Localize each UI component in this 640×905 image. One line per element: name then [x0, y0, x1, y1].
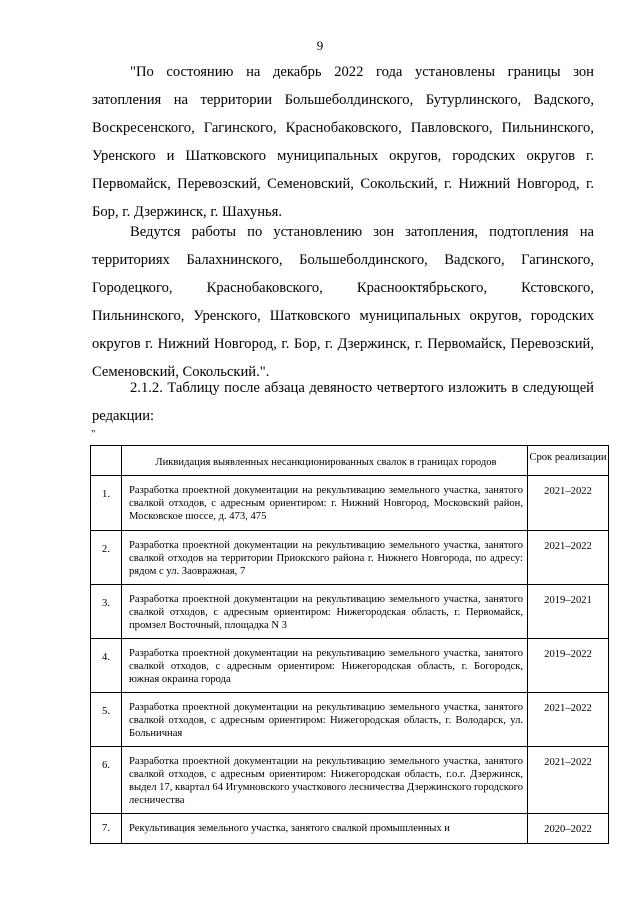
row-term: 2020–2022: [528, 814, 609, 844]
row-description: Разработка проектной документации на рекультивацию земельного участка, занятого свалкой отходов, с адресным ориентиром: Нижегородская область, г. Первомайск, промзел Восточный, площадка N 3: [122, 585, 528, 639]
table-row: [91, 693, 609, 747]
table-row: [91, 747, 609, 814]
row-number: 4.: [91, 639, 122, 693]
header-description-cell: Ликвидация выявленных несанкционированных свалок в границах городов: [122, 446, 528, 476]
row-description: Разработка проектной документации на рекультивацию земельного участка, занятого свалкой отходов, с адресным ориентиром: г. Нижний Новгород, Московский район, Московское шоссе, д. 473, 475: [122, 476, 528, 531]
row-description: Рекультивация земельного участка, занятого свалкой промышленных и: [122, 814, 528, 844]
row-term: 2021–2022: [528, 476, 609, 531]
row-number: 5.: [91, 693, 122, 747]
row-description: Разработка проектной документации на рекультивацию земельного участка, занятого свалкой отходов, с адресным ориентиром: Нижегородская область, г.о.г. Дзержинск, выдел 17, квартал 64 Игумновского участкового лесничества Дзержинского городского лесничества: [122, 747, 528, 814]
row-number: 7.: [91, 814, 122, 844]
paragraph-table-amendment: 2.1.2. Таблицу после абзаца девяносто четвертого изложить в следующей редакции:: [92, 380, 594, 424]
row-term: 2019–2022: [528, 639, 609, 693]
row-term: 2021–2022: [528, 747, 609, 814]
row-number: 1.: [91, 476, 122, 531]
table-row: [91, 639, 609, 693]
header-term-cell: Срок реализации: [528, 446, 609, 476]
header-num-cell: [91, 446, 122, 476]
table-open-quote: ": [91, 428, 96, 440]
paragraph-flood-zones-established: "По состоянию на декабрь 2022 года установлены границы зон затопления на территории Большеболдинского, Бутурлинского, Вадского, Воскресенского, Гагинского, Краснобаковского, Павловского, Пильнинского, Уренского и Шатковского муниципальных округов, городских округов г. Первомайск, Перевозский, Семеновский, Сокольский, г. Нижний Новгород, г. Бор, г. Дзержинск, г. Шахунья.: [92, 64, 594, 220]
landfill-liquidation-table: [90, 445, 609, 844]
row-number: 6.: [91, 747, 122, 814]
row-term: 2019–2021: [528, 585, 609, 639]
row-number: 3.: [91, 585, 122, 639]
row-term: 2021–2022: [528, 531, 609, 585]
table-row: [91, 476, 609, 531]
table-header-row: [91, 446, 609, 476]
row-description: Разработка проектной документации на рекультивацию земельного участка, занятого свалкой отходов, с адресным ориентиром: Нижегородская область, г. Володарск, ул. Больничная: [122, 693, 528, 747]
table-row: [91, 814, 609, 844]
row-description: Разработка проектной документации на рекультивацию земельного участка, занятого свалкой отходов, с адресным ориентиром: Нижегородская область, г. Богородск, южная окраина города: [122, 639, 528, 693]
row-description: Разработка проектной документации на рекультивацию земельного участка, занятого свалкой отходов на территории Приокского района г. Нижнего Новгорода, по адресу: рядом с ул. Заовражная, 7: [122, 531, 528, 585]
table-row: [91, 531, 609, 585]
row-term: 2021–2022: [528, 693, 609, 747]
paragraph-flood-zones-in-progress: Ведутся работы по установлению зон затопления, подтопления на территориях Балахнинского, Большеболдинского, Вадского, Гагинского, Городецкого, Краснобаковского, Краснооктябрьского, Кстовского, Пильнинского, Уренского, Шатковского муниципальных округов, городских округов г. Нижний Новгород, г. Бор, г. Дзержинск, г. Первомайск, Перевозский, Семеновский, Сокольский.".: [92, 224, 594, 380]
page-number: 9: [316, 38, 324, 53]
row-number: 2.: [91, 531, 122, 585]
table-row: [91, 585, 609, 639]
